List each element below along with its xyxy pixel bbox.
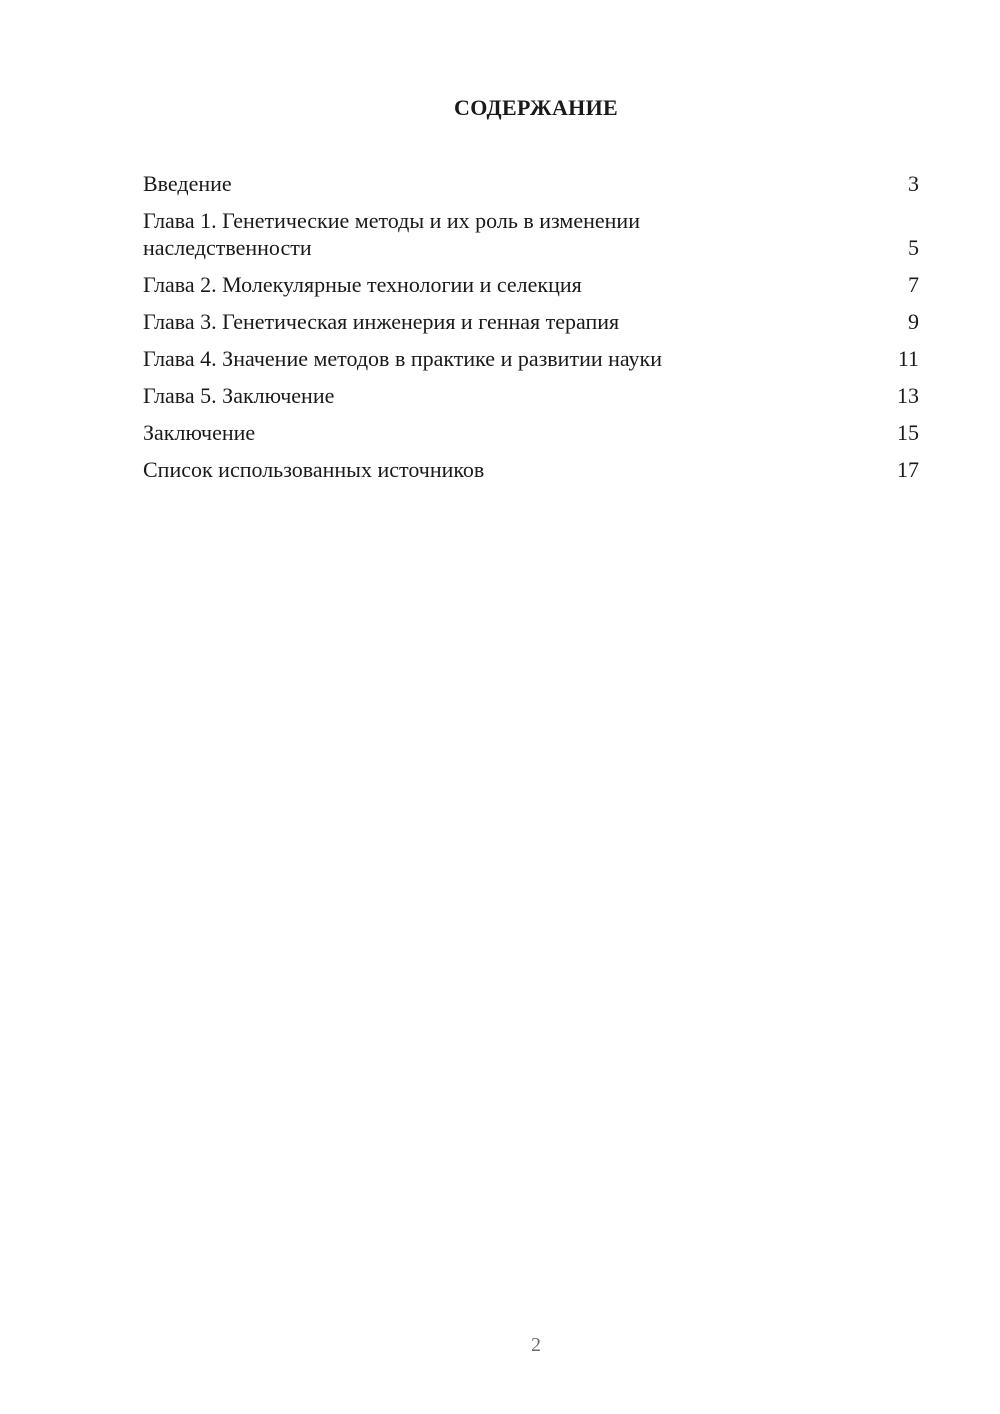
toc-entry-label: Глава 5. Заключение	[143, 383, 335, 408]
toc-entry-conclusion[interactable]	[143, 419, 919, 446]
toc-entry-introduction[interactable]	[143, 170, 919, 197]
toc-entry-page-number: 3	[908, 171, 919, 196]
toc-entry-page-number: 7	[908, 272, 919, 297]
toc-entry-page-number: 17	[897, 457, 919, 482]
toc-entry-chapter-3[interactable]	[143, 308, 919, 335]
toc-entry-chapter-5[interactable]	[143, 382, 919, 409]
page-number: 2	[531, 1334, 541, 1356]
table-of-contents	[143, 170, 919, 493]
toc-entry-label: Глава 3. Генетическая инженерия и генная терапия	[143, 309, 620, 334]
toc-entry-page-number: 9	[908, 309, 919, 334]
toc-entry-page-number: 15	[897, 420, 919, 445]
toc-entry-label: Глава 1. Генетические методы и их роль в изменении наследственности	[143, 208, 640, 260]
toc-entry-chapter-2[interactable]	[143, 271, 919, 298]
toc-entry-chapter-1[interactable]	[143, 207, 919, 261]
toc-entry-label: Заключение	[143, 420, 256, 445]
toc-entry-page-number: 5	[908, 235, 919, 260]
toc-entry-references[interactable]	[143, 456, 919, 483]
toc-entry-label: Глава 4. Значение методов в практике и развитии науки	[143, 346, 662, 371]
toc-entry-chapter-4[interactable]	[143, 345, 919, 372]
toc-entry-label: Глава 2. Молекулярные технологии и селекция	[143, 272, 582, 297]
toc-entry-page-number: 11	[897, 346, 919, 371]
toc-entry-page-number: 13	[897, 383, 919, 408]
toc-entry-label: Введение	[143, 171, 232, 196]
page-title: СОДЕРЖАНИЕ	[454, 95, 618, 120]
toc-entry-label: Список использованных источников	[143, 457, 485, 482]
